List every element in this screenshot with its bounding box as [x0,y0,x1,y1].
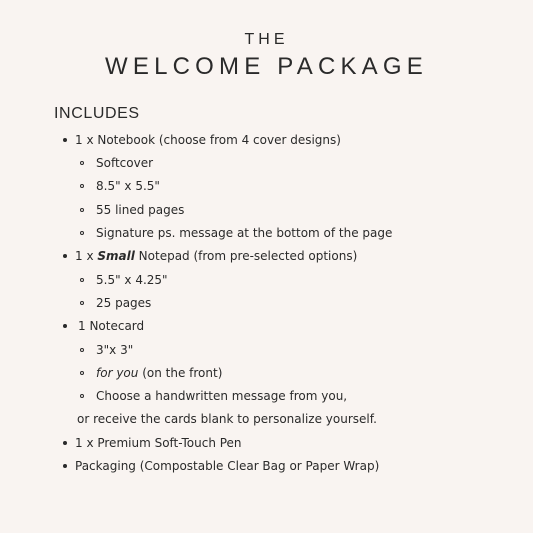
sub-item-notepad-size: 5.5" x 4.25" [96,273,168,287]
bullet-pen [63,441,67,445]
list-item-notecard: 1 Notecard [78,319,145,333]
sub-bullet [80,278,84,282]
list-item-notebook: 1 x Notebook (choose from 4 cover designs) [75,133,341,147]
section-heading: INCLUDES [54,105,140,122]
sub-item-softcover: Softcover [96,156,154,170]
bullet-notepad [63,254,67,258]
sub-item-lined-pages: 55 lined pages [96,203,185,217]
sub-bullet [80,348,84,352]
sub-bullet [80,231,84,235]
list-item-packaging: Packaging (Compostable Clear Bag or Paper Wrap) [75,459,380,473]
sub-bullet [80,301,84,305]
notecard-continuation: or receive the cards blank to personalize yourself. [77,412,377,426]
sub-bullet [80,208,84,212]
notepad-suffix: Notepad (from pre-selected options) [134,249,358,263]
list-item-pen: 1 x Premium Soft-Touch Pen [75,436,242,450]
sub-bullet [80,371,84,375]
list-item-notepad [75,248,357,264]
sub-bullet [80,394,84,398]
notecard-front-rest: (on the front) [138,366,223,380]
page-title: WELCOME PACKAGE [105,53,428,80]
bullet-notebook [63,138,67,142]
notepad-prefix: 1 x [75,249,98,263]
bullet-packaging [63,464,67,468]
sub-item-notepad-pages: 25 pages [96,296,152,310]
sub-item-notecard-front [96,365,222,381]
notepad-emphasis: Small [97,249,135,263]
sub-item-notebook-size: 8.5" x 5.5" [96,179,160,193]
sub-item-signature: Signature ps. message at the bottom of the page [96,226,393,240]
sub-item-notecard-message: Choose a handwritten message from you, [96,389,348,403]
sub-item-notecard-size: 3"x 3" [96,343,134,357]
notecard-front-emphasis: for you [96,366,139,380]
sub-bullet [80,161,84,165]
sub-bullet [80,184,84,188]
bullet-notecard [63,324,67,328]
pre-title: THE [244,31,289,48]
